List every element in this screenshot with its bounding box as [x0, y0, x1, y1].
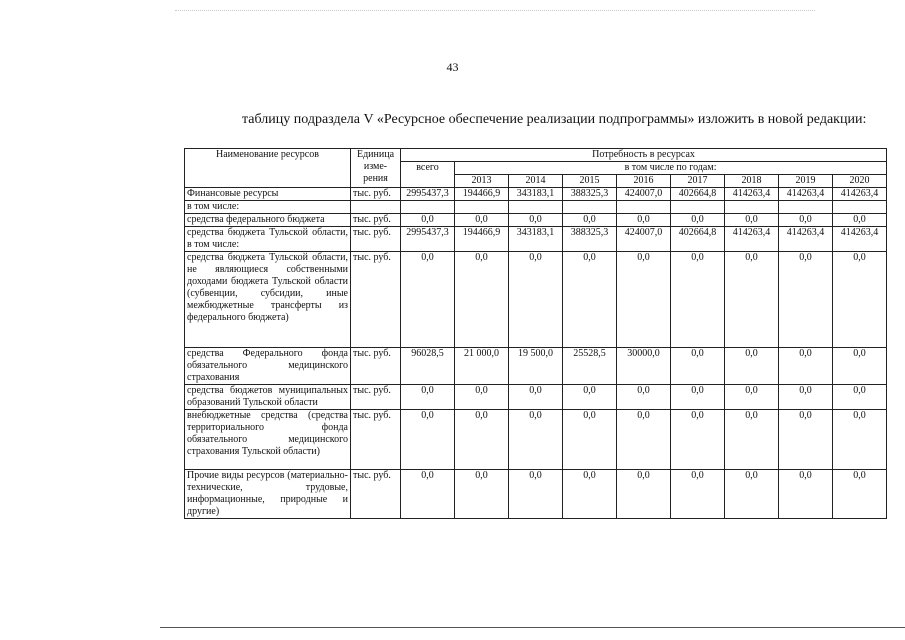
year-value-cell: 424007,0 — [617, 188, 671, 201]
header-year: 2018 — [725, 175, 779, 188]
year-value-cell: 0,0 — [779, 214, 833, 227]
resource-name-cell: средства бюджетов муниципальных образований Тульской области — [185, 385, 351, 410]
total-value-cell: 0,0 — [401, 410, 455, 470]
header-year: 2019 — [779, 175, 833, 188]
year-value-cell: 0,0 — [563, 252, 617, 348]
total-value-cell: 96028,5 — [401, 348, 455, 385]
year-value-cell — [725, 201, 779, 214]
resource-name-cell: в том числе: — [185, 201, 351, 214]
year-value-cell: 0,0 — [563, 214, 617, 227]
table-row — [185, 348, 887, 385]
year-value-cell: 343183,1 — [509, 188, 563, 201]
total-value-cell: 0,0 — [401, 470, 455, 519]
unit-cell: тыс. руб. — [351, 227, 401, 252]
year-value-cell: 414263,4 — [725, 227, 779, 252]
year-value-cell: 0,0 — [509, 385, 563, 410]
year-value-cell: 0,0 — [833, 470, 887, 519]
year-value-cell: 0,0 — [455, 385, 509, 410]
year-value-cell: 0,0 — [563, 470, 617, 519]
unit-cell: тыс. руб. — [351, 348, 401, 385]
page-number: 43 — [446, 60, 459, 74]
table-row — [185, 201, 887, 214]
year-value-cell: 0,0 — [509, 214, 563, 227]
year-value-cell: 0,0 — [563, 385, 617, 410]
year-value-cell: 0,0 — [833, 252, 887, 348]
year-value-cell: 414263,4 — [833, 227, 887, 252]
table-row — [185, 188, 887, 201]
year-value-cell: 0,0 — [779, 252, 833, 348]
table-row — [185, 227, 887, 252]
year-value-cell: 194466,9 — [455, 188, 509, 201]
resource-name-cell: внебюджетные средства (средства территориального фонда обязательного медицинского страхования Тульской области) — [185, 410, 351, 470]
header-unit: Единица изме-рения — [351, 149, 401, 188]
year-value-cell: 0,0 — [833, 385, 887, 410]
unit-cell: тыс. руб. — [351, 214, 401, 227]
year-value-cell: 0,0 — [671, 214, 725, 227]
total-value-cell: 2995437,3 — [401, 227, 455, 252]
year-value-cell: 0,0 — [509, 470, 563, 519]
year-value-cell — [617, 201, 671, 214]
header-year: 2016 — [617, 175, 671, 188]
unit-cell: тыс. руб. — [351, 470, 401, 519]
year-value-cell — [509, 201, 563, 214]
total-value-cell: 0,0 — [401, 252, 455, 348]
year-value-cell: 0,0 — [455, 410, 509, 470]
resource-name-cell: средства бюджета Тульской области, в том числе: — [185, 227, 351, 252]
header-year: 2014 — [509, 175, 563, 188]
year-value-cell: 0,0 — [671, 252, 725, 348]
year-value-cell: 21 000,0 — [455, 348, 509, 385]
year-value-cell: 388325,3 — [563, 188, 617, 201]
year-value-cell: 0,0 — [779, 470, 833, 519]
total-value-cell: 0,0 — [401, 214, 455, 227]
year-value-cell: 0,0 — [725, 410, 779, 470]
year-value-cell: 343183,1 — [509, 227, 563, 252]
year-value-cell: 0,0 — [617, 410, 671, 470]
year-value-cell: 0,0 — [725, 214, 779, 227]
year-value-cell: 0,0 — [455, 214, 509, 227]
year-value-cell: 0,0 — [455, 252, 509, 348]
year-value-cell: 414263,4 — [779, 227, 833, 252]
year-value-cell — [563, 201, 617, 214]
header-year: 2013 — [455, 175, 509, 188]
year-value-cell: 414263,4 — [725, 188, 779, 201]
header-name: Наименование ресурсов — [185, 149, 351, 188]
year-value-cell: 0,0 — [671, 410, 725, 470]
year-value-cell: 0,0 — [779, 410, 833, 470]
year-value-cell: 0,0 — [833, 410, 887, 470]
year-value-cell: 0,0 — [779, 348, 833, 385]
top-scan-line — [175, 10, 815, 11]
year-value-cell: 0,0 — [563, 410, 617, 470]
total-value-cell: 0,0 — [401, 385, 455, 410]
year-value-cell: 0,0 — [617, 385, 671, 410]
table-row — [185, 470, 887, 519]
table-row — [185, 385, 887, 410]
table-body — [185, 188, 887, 519]
year-value-cell: 0,0 — [509, 252, 563, 348]
unit-cell — [351, 201, 401, 214]
resource-table — [184, 148, 887, 519]
header-by-years: в том числе по годам: — [455, 162, 887, 175]
resource-name-cell: Финансовые ресурсы — [185, 188, 351, 201]
header-need: Потребность в ресурсах — [401, 149, 887, 162]
year-value-cell: 0,0 — [455, 470, 509, 519]
header-year: 2015 — [563, 175, 617, 188]
table-row — [185, 410, 887, 470]
unit-cell: тыс. руб. — [351, 188, 401, 201]
year-value-cell — [779, 201, 833, 214]
header-year: 2017 — [671, 175, 725, 188]
year-value-cell: 0,0 — [725, 348, 779, 385]
resource-name-cell: средства бюджета Тульской области, не являющиеся собственными доходами бюджета Тульской области (субвенции, субсидии, иные межбюджетные трансферты из федерального бюджета) — [185, 252, 351, 348]
unit-cell: тыс. руб. — [351, 385, 401, 410]
resource-name-cell: средства Федерального фонда обязательного медицинского страхования — [185, 348, 351, 385]
year-value-cell: 388325,3 — [563, 227, 617, 252]
year-value-cell: 0,0 — [671, 470, 725, 519]
total-value-cell — [401, 201, 455, 214]
resource-name-cell: средства федерального бюджета — [185, 214, 351, 227]
table-row — [185, 252, 887, 348]
header-year: 2020 — [833, 175, 887, 188]
year-value-cell: 424007,0 — [617, 227, 671, 252]
unit-cell: тыс. руб. — [351, 252, 401, 348]
year-value-cell: 0,0 — [725, 252, 779, 348]
year-value-cell — [671, 201, 725, 214]
year-value-cell: 0,0 — [671, 385, 725, 410]
year-value-cell: 30000,0 — [617, 348, 671, 385]
year-value-cell — [833, 201, 887, 214]
year-value-cell: 0,0 — [617, 470, 671, 519]
resource-name-cell: Прочие виды ресурсов (материально-технические, трудовые, информационные, природные и другие) — [185, 470, 351, 519]
year-value-cell: 25528,5 — [563, 348, 617, 385]
total-value-cell: 2995437,3 — [401, 188, 455, 201]
year-value-cell: 19 500,0 — [509, 348, 563, 385]
document-heading: таблицу подраздела V «Ресурсное обеспечение реализации подпрограммы» изложить в новой редакции: — [242, 112, 867, 127]
year-value-cell — [455, 201, 509, 214]
year-value-cell: 0,0 — [725, 385, 779, 410]
year-value-cell: 0,0 — [617, 214, 671, 227]
unit-cell: тыс. руб. — [351, 410, 401, 470]
year-value-cell: 0,0 — [509, 410, 563, 470]
year-value-cell: 0,0 — [671, 348, 725, 385]
year-value-cell: 402664,8 — [671, 227, 725, 252]
header-total: всего — [401, 162, 455, 188]
year-value-cell: 414263,4 — [833, 188, 887, 201]
year-value-cell: 0,0 — [833, 348, 887, 385]
year-value-cell: 194466,9 — [455, 227, 509, 252]
bottom-scan-line — [160, 627, 905, 628]
year-value-cell: 0,0 — [779, 385, 833, 410]
year-value-cell: 0,0 — [725, 470, 779, 519]
table-row — [185, 214, 887, 227]
year-value-cell: 0,0 — [617, 252, 671, 348]
year-value-cell: 414263,4 — [779, 188, 833, 201]
year-value-cell: 402664,8 — [671, 188, 725, 201]
year-value-cell: 0,0 — [833, 214, 887, 227]
